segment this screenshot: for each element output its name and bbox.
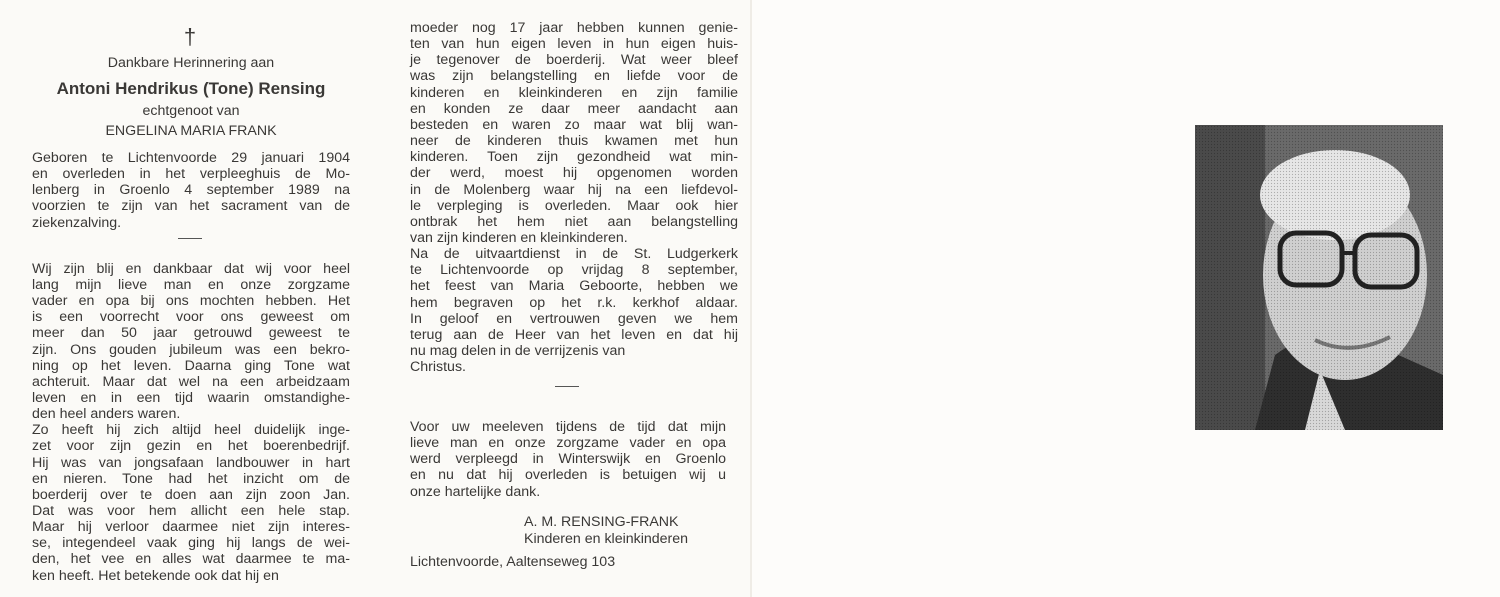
text-line: Maar hij verloor daarmee niet zijn interes- [32, 519, 350, 536]
text-line: in de Molenberg waar hij na een liefdevol- [410, 181, 738, 198]
text-line: ning op het leven. Daarna ging Tone wat [32, 357, 350, 374]
text-line: zijn. Ons gouden jubileum was een bekro- [32, 341, 350, 358]
spouse-label: echtgenoot van [142, 103, 240, 119]
text-line: Hij was van jongsafaan landbouwer in hart [32, 454, 350, 471]
text-line: Geboren te Lichtenvoorde 29 januari 1904 [32, 150, 350, 166]
text-line: onze hartelijke dank. [410, 483, 541, 500]
divider [178, 238, 202, 239]
text-line: lieve man en onze zorgzame vader en opa [410, 435, 726, 452]
deceased-name: Antoni Hendrikus (Tone) Rensing [56, 79, 326, 98]
text-line: boerderij over te doen aan zijn zoon Jan. [32, 486, 350, 503]
text-line: en overleden in het verpleeghuis de Mo- [32, 166, 350, 183]
text-line: ziekenzalving. [32, 214, 122, 231]
text-line: kinderen en kleinkinderen en zijn familie [410, 84, 738, 101]
text-line: besteden en waren zo maar wat blij wan- [410, 116, 738, 133]
text-line: le verpleging is overleden. Maar ook hier [410, 197, 738, 214]
text-line: In geloof en vertrouwen geven we hem [410, 310, 738, 327]
text-line: leven en in een tijd waarin omstandighe- [32, 389, 350, 406]
heading: Dankbare Herinnering aan [107, 55, 275, 71]
text-line: en konden ze daar meer aandacht aan [410, 100, 738, 117]
text-line: meer dan 50 jaar getrouwd geweest te [32, 325, 350, 342]
signature-family: Kinderen en kleinkinderen [524, 531, 689, 547]
text-line: ten van hun eigen leven in hun eigen huis- [410, 36, 738, 53]
spouse-name: ENGELINA MARIA FRANK [105, 123, 277, 139]
text-line: te Lichtenvoorde op vrijdag 8 september, [410, 262, 738, 279]
text-line: ontbrak het hem niet aan belangstelling [410, 213, 738, 230]
text-line: der werd, moest hij opgenomen worden [410, 165, 738, 182]
text-line: is een voorrecht voor ons geweest om [32, 309, 350, 326]
text-line: lang mijn lieve man en onze zorgzame [32, 276, 350, 293]
cross-icon: † [183, 24, 197, 49]
text-line: werd verpleegd in Winterswijk en Groenlo [410, 451, 726, 468]
portrait-photo [1195, 125, 1443, 430]
text-line: kinderen. Toen zijn gezondheid wat min- [410, 149, 738, 166]
signature-name: A. M. RENSING-FRANK [524, 514, 679, 530]
text-line: lenberg in Groenlo 4 september 1989 na [32, 182, 350, 199]
text-line: neer de kinderen thuis kwamen met hun [410, 133, 738, 150]
fold-line [750, 0, 752, 597]
text-line: en nu dat hij overleden is betuigen wij u [410, 467, 726, 484]
text-line: voorzien te zijn van het sacrament van de [32, 198, 350, 215]
text-line: Zo heeft hij zich altijd heel duidelijk inge- [32, 422, 350, 439]
text-line: den heel anders waren. [32, 406, 181, 423]
text-line: hem begraven op het r.k. kerkhof aldaar. [410, 294, 738, 311]
text-line: Voor uw meeleven tijdens de tijd dat mijn [410, 419, 726, 435]
text-line: Na de uitvaartdienst in de St. Ludgerkerk [410, 246, 738, 263]
text-line: ken heeft. Het betekende ook dat hij en [32, 567, 279, 584]
text-line: Dat was voor hem allicht een hele stap. [32, 503, 350, 519]
address: Lichtenvoorde, Aaltenseweg 103 [410, 554, 616, 570]
text-line: den, het vee en alles wat daarmee te ma- [32, 551, 350, 568]
divider [555, 386, 579, 387]
text-line: je tegenover de boerderij. Wat weer bleef [410, 52, 738, 69]
text-line: Christus. [410, 359, 466, 376]
text-line: se, integendeel vaak ging hij langs de wei- [32, 535, 350, 552]
text-line: Wij zijn blij en dankbaar dat wij voor heel [32, 260, 350, 277]
text-line: nu mag delen in de verrijzenis van [410, 343, 626, 359]
text-line: achteruit. Maar dat wel na een arbeidzaam [32, 373, 350, 390]
text-line: terug aan de Heer van het leven en dat hij [410, 326, 738, 343]
text-line: en nieren. Tone had het inzicht om de [32, 470, 350, 487]
text-line: vader en opa bij ons mochten hebben. Het [32, 293, 350, 310]
text-line: zet voor zijn gezin en het boerenbedrijf. [32, 438, 350, 455]
text-line: van zijn kinderen en kleinkinderen. [410, 229, 628, 246]
text-line: het feest van Maria Geboorte, hebben we [410, 278, 738, 295]
text-line: was zijn belangstelling en liefde voor de [410, 68, 738, 85]
text-line: moeder nog 17 jaar hebben kunnen genie- [410, 20, 738, 36]
